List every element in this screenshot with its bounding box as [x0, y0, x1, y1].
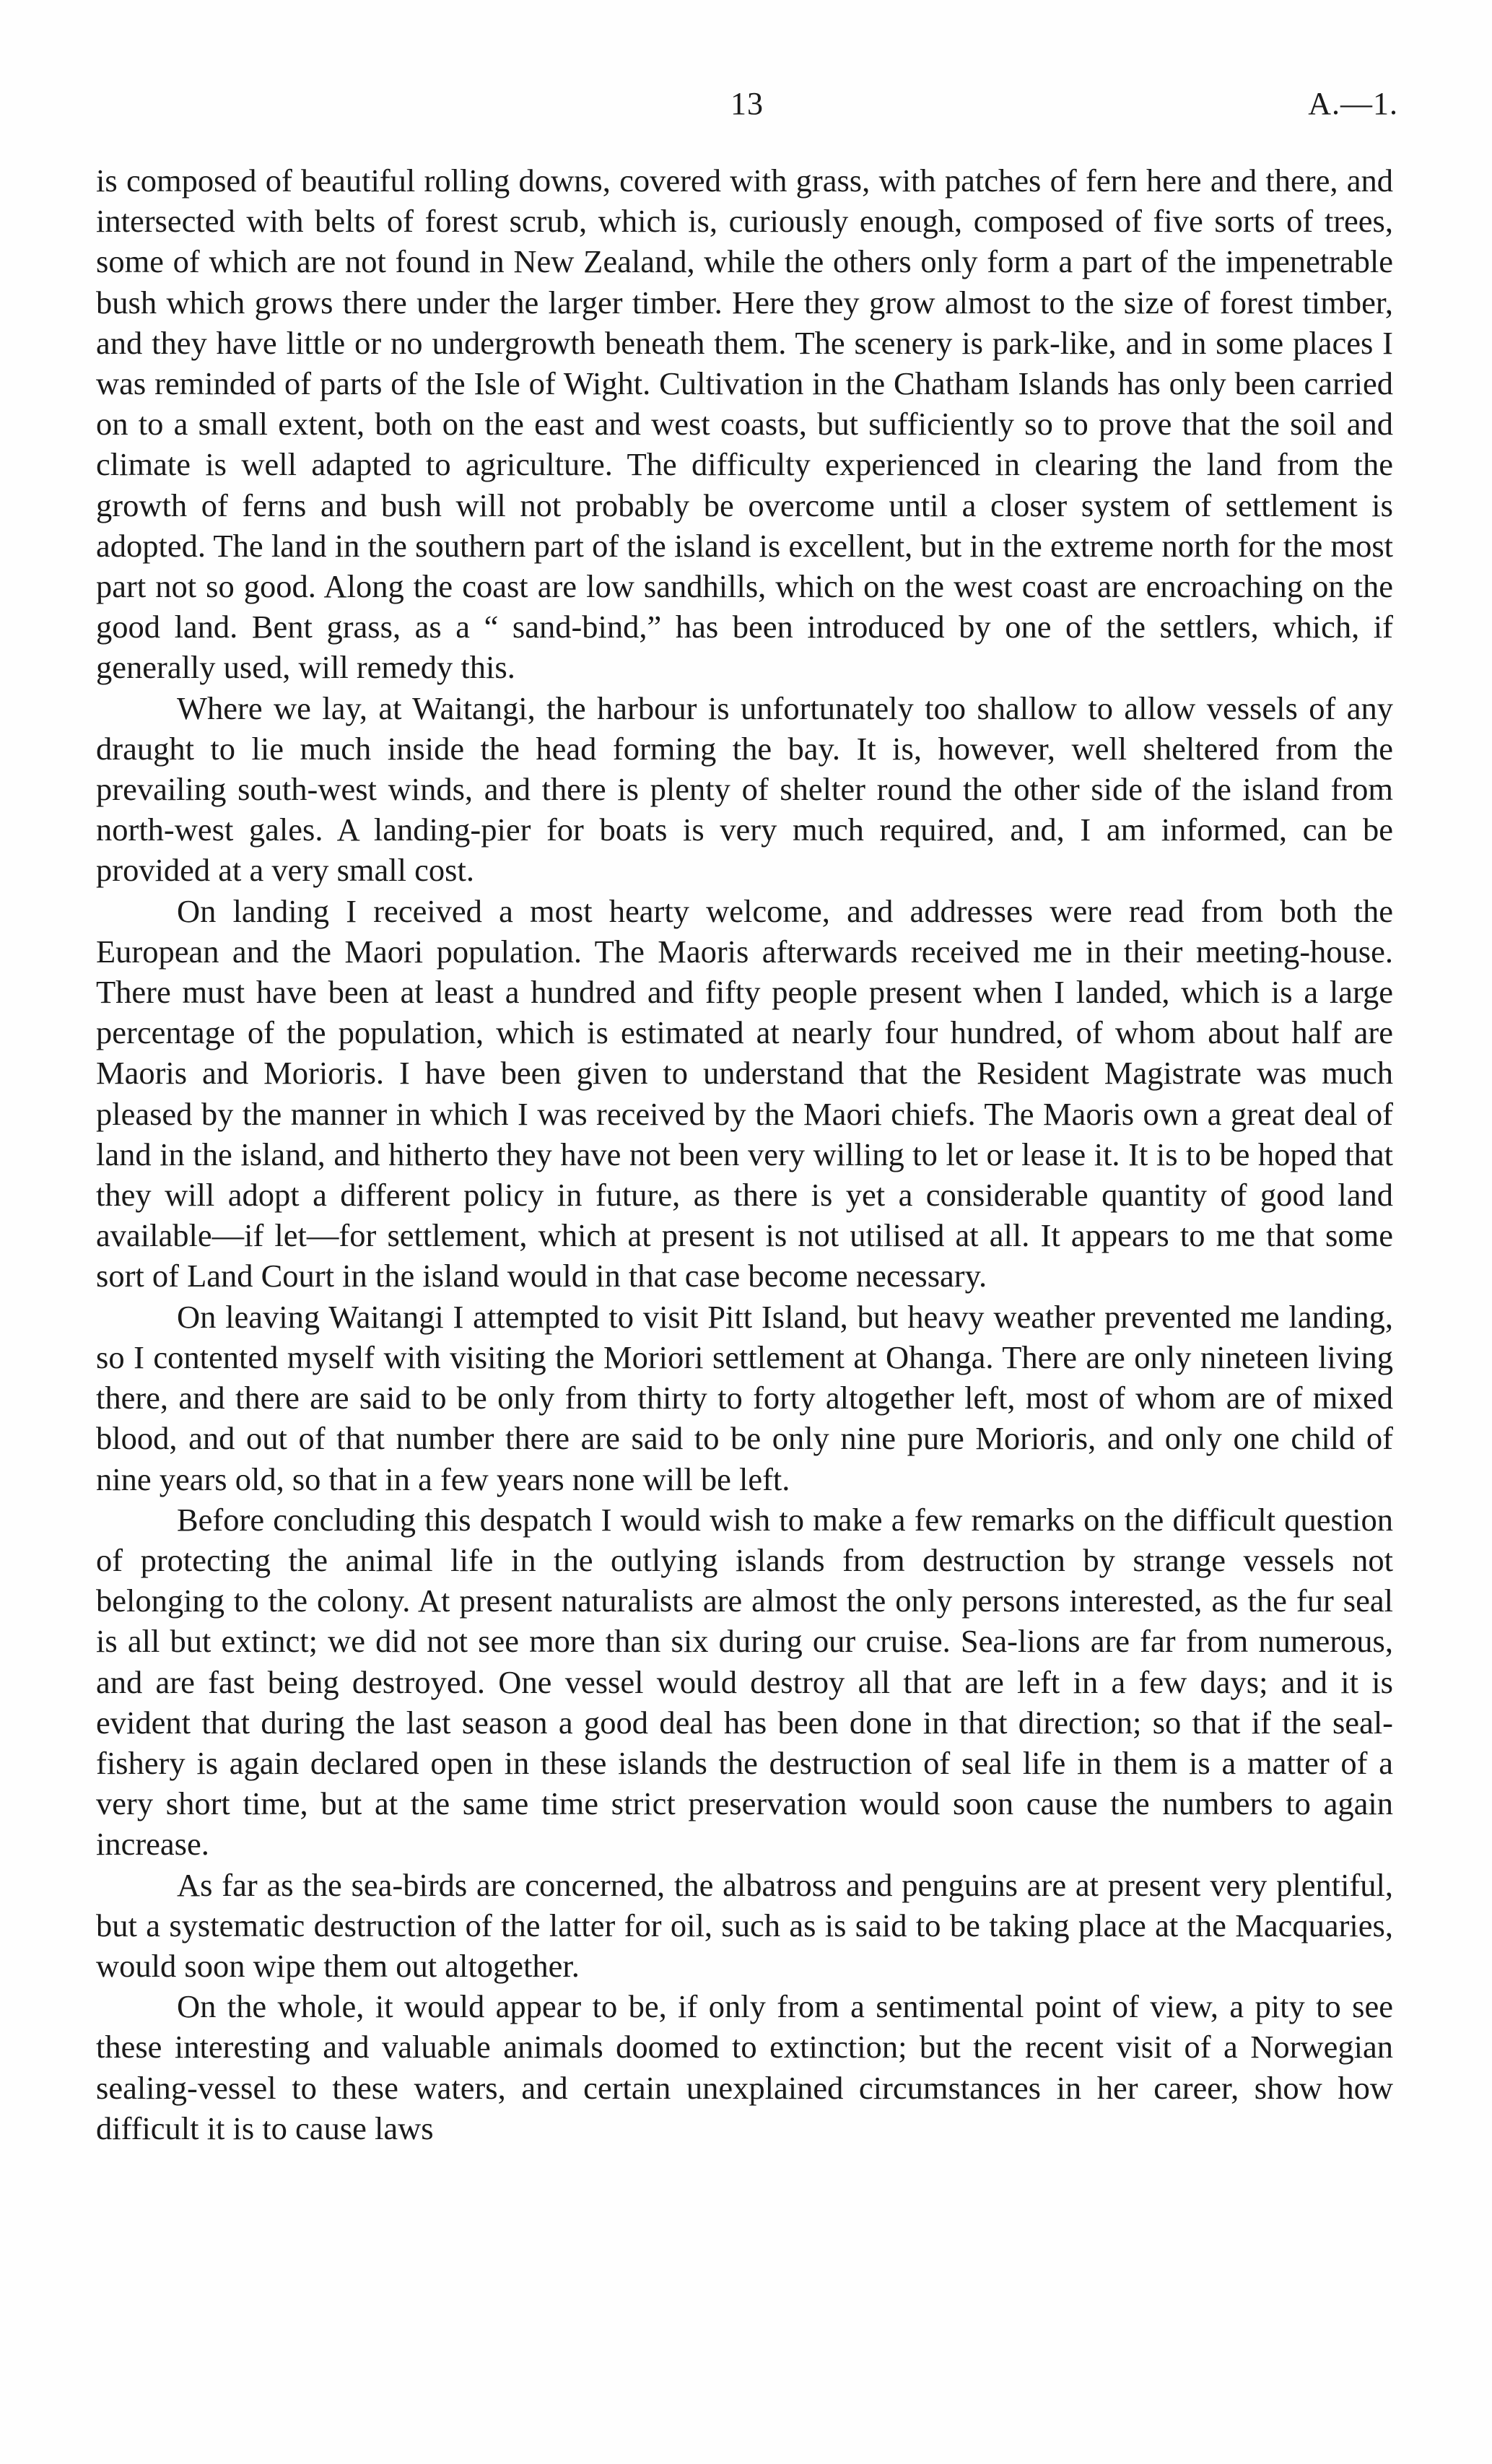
paragraph: As far as the sea-birds are concerned, the albatross and penguins are at present very plentiful, but a systematic destruction of the latter for oil, such as is said to be taking place at the Macquaries, would soon wipe them out altogether. — [96, 1866, 1393, 1984]
paragraph: On leaving Waitangi I attempted to visit Pitt Island, but heavy weather prevented me landing, so I contented myself with visiting the Moriori settlement at Ohanga. There are only nineteen living there, and there are said to be only from thirty to forty altogether left, most of whom are of mixed blood, and out of that number there are said to be only nine pure Morioris, and only one child of nine years old, so that in a few years none will be left. — [96, 1298, 1393, 1497]
paragraph: Before concluding this despatch I would wish to make a few remarks on the difficult question of protecting the animal life in the outlying islands from destruction by strange vessels not belonging to the colony. At present naturalists are almost the only persons interested, as the fur seal is all but extinct; we did not see more than six during our cruise. Sea-lions are far from numerous, and are fast being destroyed. One vessel would destroy all that are left in a few days; and it is evident that during the last season a good deal has been done in that direction; so that if the seal-fishery is again declared open in these islands the destruction of seal life in them is a matter of a very short time, but at the same time strict preservation would soon cause the numbers to again increase. — [96, 1501, 1393, 1863]
page-number: 13 — [730, 86, 764, 121]
paragraph: is composed of beautiful rolling downs, covered with grass, with patches of fern here and there, and intersected with belts of forest scrub, which is, curiously enough, composed of five sorts of trees, some of which are not found in New Zealand, while the others only form a part of the impenetrable bush which grows there under the larger timber. Here they grow almost to the size of forest timber, and they have little or no undergrowth beneath them. The scenery is park-like, and in some places I was reminded of parts of the Isle of Wight. Cultivation in the Chatham Islands has only been carried on to a small extent, both on the east and west coasts, but sufficiently so to prove that the soil and climate is well adapted to agriculture. The difficulty experienced in clearing the land from the growth of ferns and bush will not probably be overcome until a closer system of settlement is adopted. The land in the southern part of the island is excellent, but in the extreme north for the most part not so good. Along the coast are low sandhills, which on the west coast are encroaching on the good land. Bent grass, as a “ sand-bind,” has been introduced by one of the settlers, which, if generally used, will remedy this. — [96, 162, 1393, 686]
page-header — [96, 85, 1398, 129]
paragraph: Where we lay, at Waitangi, the harbour is unfortunately too shallow to allow vessels of any draught to lie much inside the head forming the bay. It is, however, well sheltered from the prevailing south-west winds, and there is plenty of shelter round the other side of the island from north-west gales. A landing-pier for boats is very much required, and, I am informed, can be provided at a very small cost. — [96, 689, 1393, 889]
document-reference: A.—1. — [1308, 86, 1398, 121]
body-text — [96, 160, 1393, 2149]
paragraph: On the whole, it would appear to be, if only from a sentimental point of view, a pity to see these interesting and valuable animals doomed to extinction; but the recent visit of a Norwegian sealing-vessel to these waters, and certain unexplained circumstances in her career, show how difficult it is to cause laws — [96, 1988, 1393, 2146]
paragraph: On landing I received a most hearty welcome, and addresses were read from both the European and the Maori population. The Maoris afterwards received me in their meeting-house. There must have been at least a hundred and fifty people present when I landed, which is a large percentage of the population, which is estimated at nearly four hundred, of whom about half are Maoris and Morioris. I have been given to understand that the Resident Magistrate was much pleased by the manner in which I was received by the Maori chiefs. The Maoris own a great deal of land in the island, and hitherto they have not been very willing to let or lease it. It is to be hoped that they will adopt a different policy in future, as there is yet a considerable quantity of good land available—if let—for settlement, which at present is not utilised at all. It appears to me that some sort of Land Court in the island would in that case become necessary. — [96, 892, 1393, 1294]
